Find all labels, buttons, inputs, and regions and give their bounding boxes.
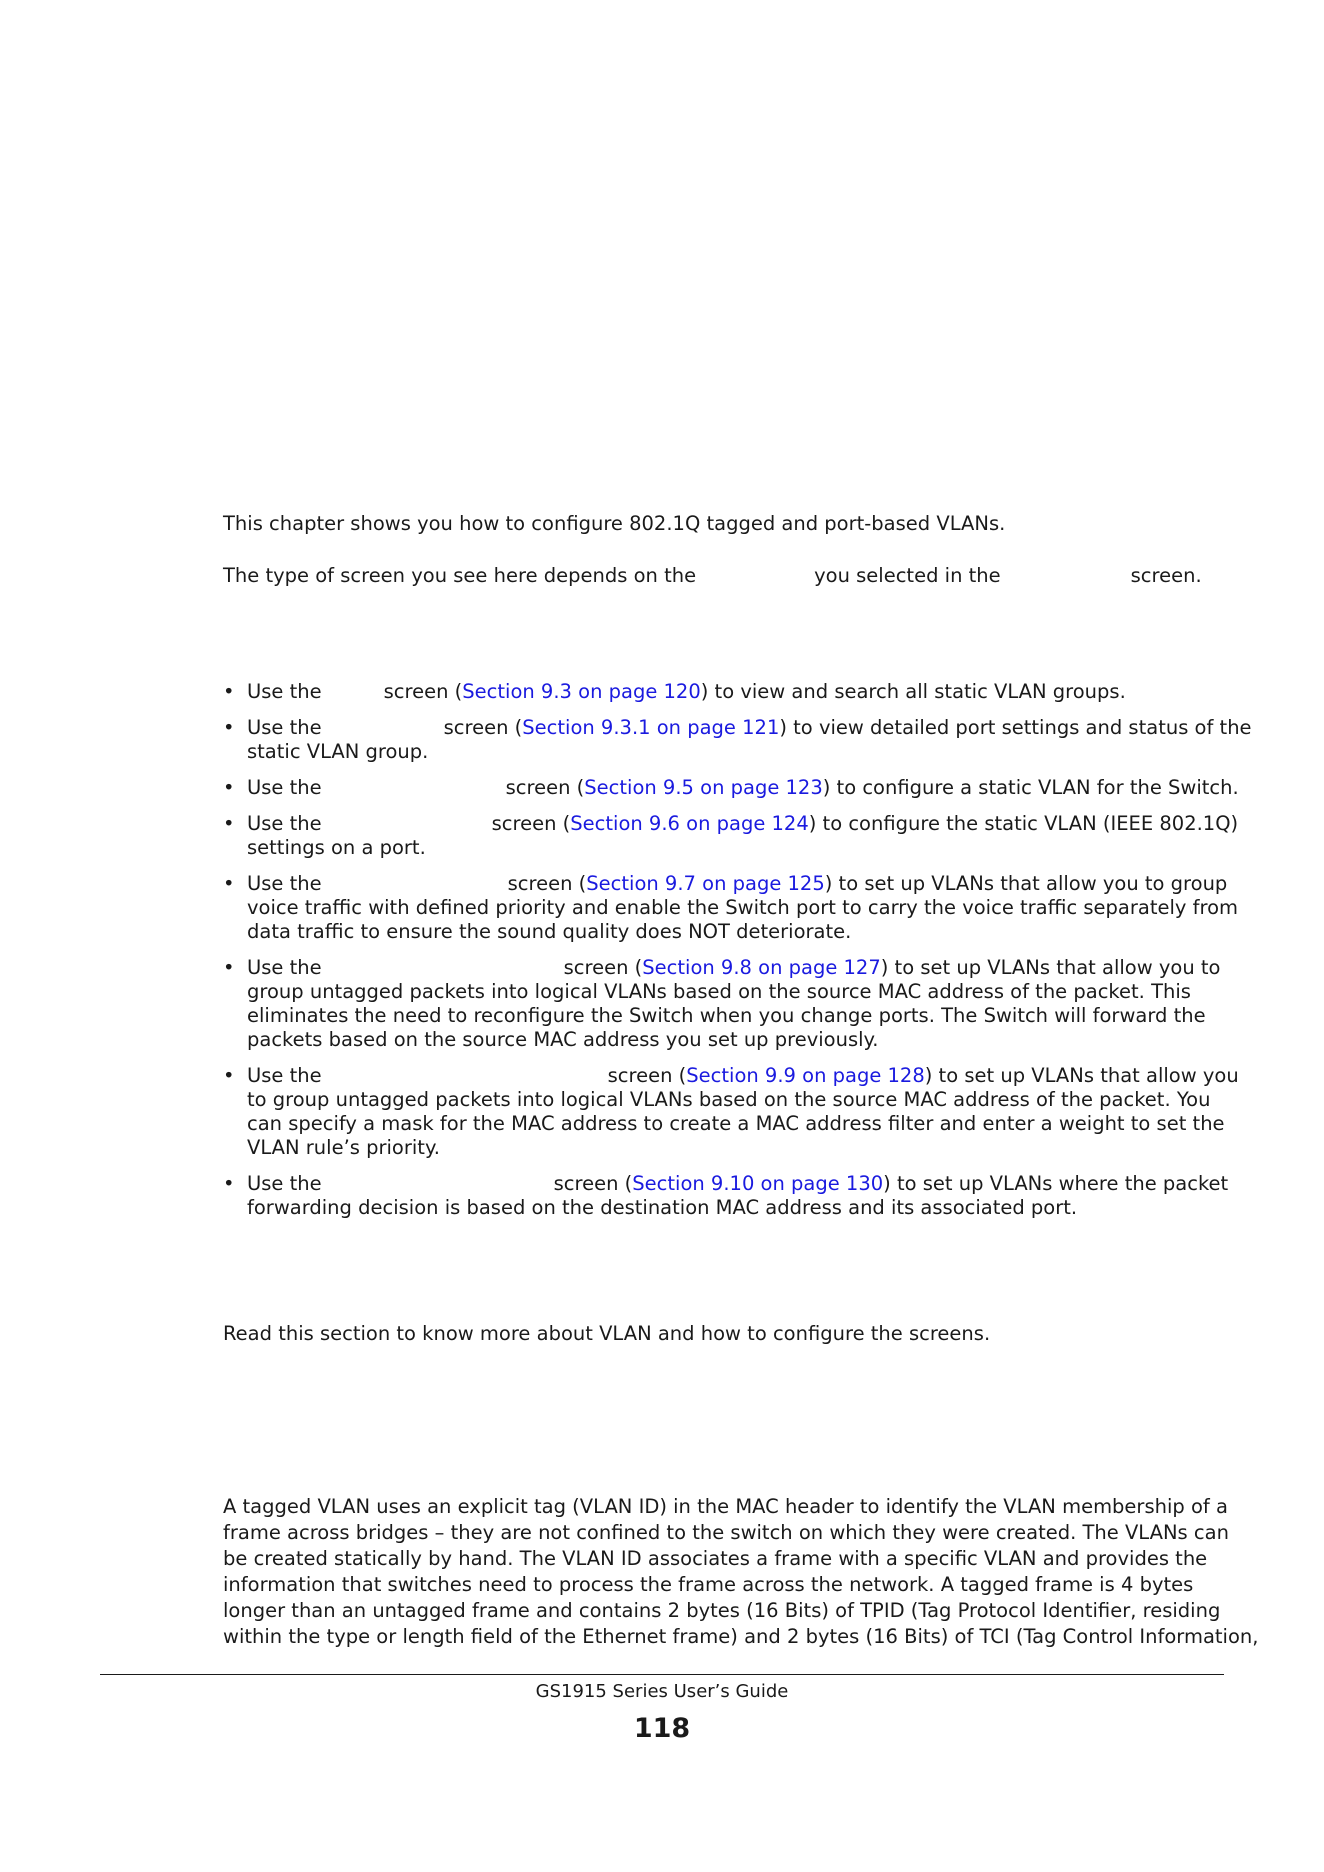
section-link[interactable]: Section 9.5 on page 123 [584, 776, 823, 799]
list-item [223, 680, 1233, 704]
paragraph-line: frame across bridges – they are not confined to the switch on which they were created. The VLANs can [223, 1521, 1229, 1544]
item-text: data traffic to ensure the sound quality does NOT deteriorate. [247, 920, 852, 943]
item-prefix: Use the [247, 956, 322, 979]
item-text: packets based on the source MAC address you set up previously. [247, 1028, 879, 1051]
intro-line-2-part-3: screen. [1130, 564, 1202, 587]
intro-line-2-part-1: The type of screen you see here depends on the [223, 564, 697, 587]
paragraph-line: longer than an untagged frame and contains 2 bytes (16 Bits) of TPID (Tag Protocol Identifier, residing [223, 1599, 1221, 1622]
item-mid: screen ( [607, 1064, 687, 1087]
item-text: ) to view and search all static VLAN groups. [700, 680, 1126, 703]
section-link[interactable]: Section 9.7 on page 125 [586, 872, 825, 895]
item-mid: screen ( [563, 956, 643, 979]
list-item [223, 776, 1239, 800]
footer-divider [100, 1674, 1224, 1675]
bullet-icon: • [223, 776, 235, 799]
item-prefix: Use the [247, 872, 322, 895]
list-item [223, 1064, 1239, 1160]
section-link[interactable]: Section 9.3.1 on page 121 [522, 716, 780, 739]
list-item [223, 956, 1233, 1052]
item-text: ) to view detailed port settings and status of the [779, 716, 1252, 739]
item-prefix: Use the [247, 1064, 322, 1087]
bullet-icon: • [223, 716, 235, 739]
paragraph-line: A tagged VLAN uses an explicit tag (VLAN ID) in the MAC header to identify the VLAN membership of a [223, 1495, 1228, 1518]
item-prefix: Use the [247, 812, 322, 835]
bullet-icon: • [223, 812, 235, 835]
footer-guide-title: GS1915 Series User’s Guide [535, 1681, 789, 1702]
list-item [223, 812, 1239, 860]
item-text: ) to configure the static VLAN (IEEE 802.1Q) [808, 812, 1239, 835]
bullet-icon: • [223, 1064, 235, 1087]
list-item [223, 1172, 1233, 1220]
item-mid: screen ( [383, 680, 463, 703]
section-link[interactable]: Section 9.10 on page 130 [632, 1172, 884, 1195]
item-text: ) to set up VLANs that allow you to [880, 956, 1221, 979]
bullet-icon: • [223, 956, 235, 979]
item-mid: screen ( [491, 812, 571, 835]
item-text: settings on a port. [247, 836, 426, 859]
item-text: group untagged packets into logical VLANs based on the source MAC address of the packet. This [247, 980, 1191, 1003]
item-text: eliminates the need to reconfigure the Switch when you change ports. The Switch will forward the [247, 1004, 1206, 1027]
section-link[interactable]: Section 9.8 on page 127 [642, 956, 881, 979]
item-mid: screen ( [507, 872, 587, 895]
item-text: ) to configure a static VLAN for the Switch. [822, 776, 1239, 799]
item-text: ) to set up VLANs where the packet [883, 1172, 1229, 1195]
bullet-icon: • [223, 680, 235, 703]
bullet-icon: • [223, 1172, 235, 1195]
section-link[interactable]: Section 9.9 on page 128 [686, 1064, 925, 1087]
section-link[interactable]: Section 9.3 on page 120 [462, 680, 701, 703]
intro-line-2 [223, 564, 1223, 588]
item-prefix: Use the [247, 716, 322, 739]
list-item [223, 872, 1239, 944]
item-text: forwarding decision is based on the destination MAC address and its associated port. [247, 1196, 1078, 1219]
item-text: voice traffic with defined priority and enable the Switch port to carry the voice traffic separately from [247, 896, 1239, 919]
item-mid: screen ( [505, 776, 585, 799]
intro-line-1: This chapter shows you how to configure 802.1Q tagged and port-based VLANs. [223, 512, 1006, 535]
item-prefix: Use the [247, 1172, 322, 1195]
item-text: ) to set up VLANs that allow you [924, 1064, 1239, 1087]
paragraph-line: information that switches need to process the frame across the network. A tagged frame is 4 bytes [223, 1573, 1194, 1596]
item-text: can specify a mask for the MAC address to create a MAC address filter and enter a weight to set the [247, 1112, 1225, 1135]
item-text: to group untagged packets into logical VLANs based on the source MAC address of the packet. You [247, 1088, 1211, 1111]
bullet-icon: • [223, 872, 235, 895]
intro-line-2-part-2: you selected in the [814, 564, 1001, 587]
page-number: 118 [633, 1713, 691, 1744]
screen-list [223, 680, 1252, 1232]
item-text: ) to set up VLANs that allow you to group [824, 872, 1228, 895]
item-text: VLAN rule’s priority. [247, 1136, 440, 1159]
item-prefix: Use the [247, 776, 322, 799]
paragraph-line: within the type or length field of the Ethernet frame) and 2 bytes (16 Bits) of TCI (Tag Control Information, [223, 1625, 1259, 1648]
item-mid: screen ( [443, 716, 523, 739]
list-item [223, 716, 1252, 764]
paragraph-line: be created statically by hand. The VLAN ID associates a frame with a specific VLAN and provides the [223, 1547, 1208, 1570]
section-intro: Read this section to know more about VLAN and how to configure the screens. [223, 1322, 991, 1345]
item-text: static VLAN group. [247, 740, 429, 763]
item-mid: screen ( [553, 1172, 633, 1195]
item-prefix: Use the [247, 680, 322, 703]
section-link[interactable]: Section 9.6 on page 124 [570, 812, 809, 835]
